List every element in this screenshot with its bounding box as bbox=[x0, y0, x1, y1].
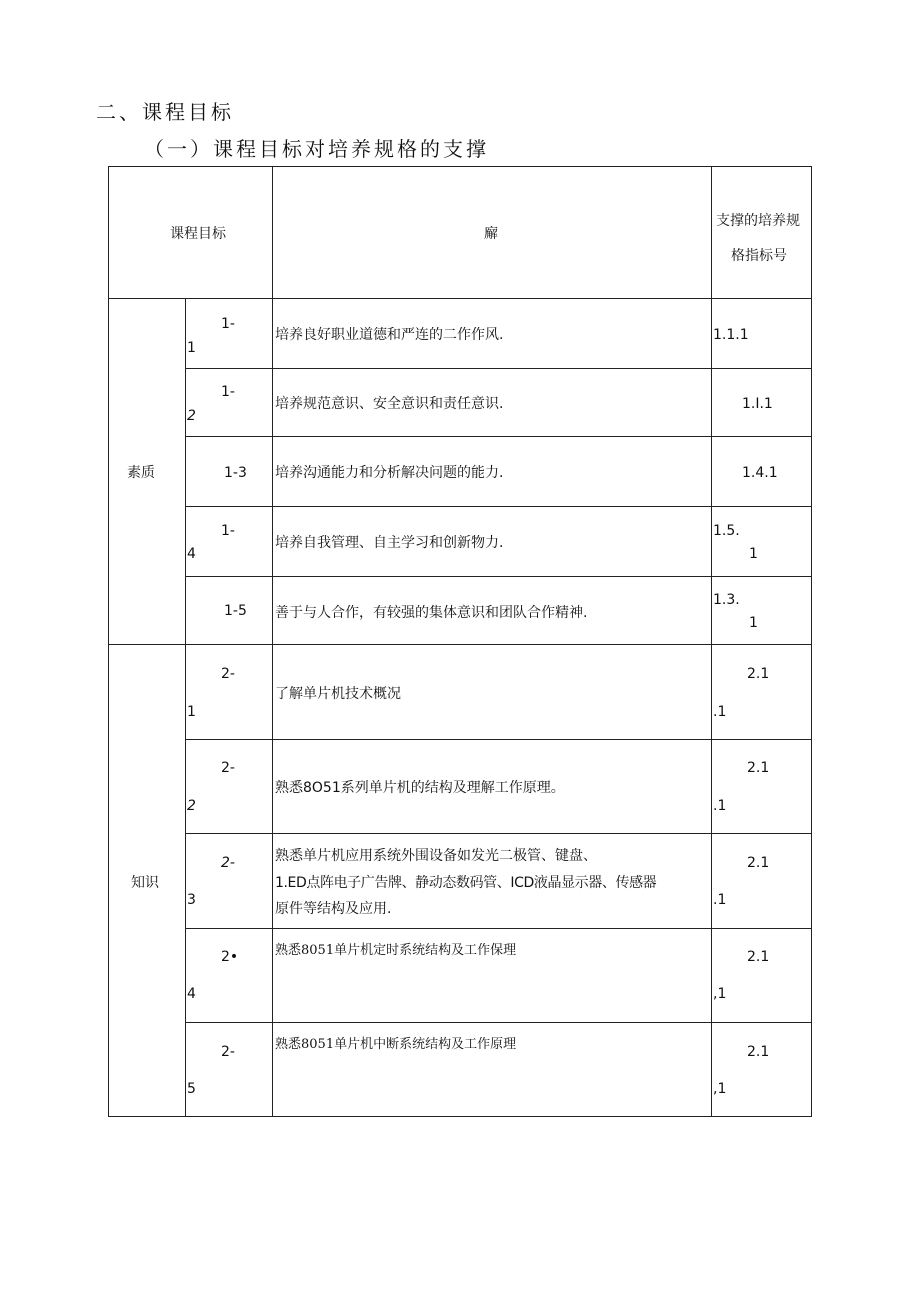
row-support-code-bottom: 1 bbox=[749, 615, 758, 631]
row-support-code-bottom: ,1 bbox=[713, 986, 727, 1002]
row-description: 培养良好职业道德和严连的二作作风. bbox=[275, 327, 504, 343]
row-support-code-top: 2.1 bbox=[747, 855, 770, 871]
row-code: 1-5 bbox=[224, 603, 247, 619]
row-support-code-top: 2.1 bbox=[747, 760, 770, 776]
row-code-bottom: 2 bbox=[187, 408, 196, 424]
row-code-top: 1- bbox=[221, 316, 235, 332]
row-code-bottom: 4 bbox=[187, 546, 196, 562]
row-code-top: 2• bbox=[221, 949, 239, 965]
row-support-code: 1.1.1 bbox=[713, 327, 749, 343]
row-support-code-top: 2.1 bbox=[747, 666, 770, 682]
row-support-code-bottom: .1 bbox=[713, 798, 727, 814]
row-support-code-top: 1.3. bbox=[713, 592, 740, 608]
row-code-top: 2- bbox=[221, 855, 235, 871]
row-description-line3: 原件等结构及应用. bbox=[275, 901, 392, 917]
row-support-code-bottom: .1 bbox=[713, 892, 727, 908]
header-support-line2: 格指标号 bbox=[731, 248, 787, 264]
header-course-goal: 课程目标 bbox=[170, 226, 226, 242]
row-code-top: 1- bbox=[221, 523, 235, 539]
row-code-top: 1- bbox=[221, 384, 235, 400]
row-code-top: 2- bbox=[221, 760, 235, 776]
group-label-knowledge: 知识 bbox=[131, 875, 159, 891]
row-support-code-bottom: 1 bbox=[749, 546, 758, 562]
row-description: 熟悉8051单片机中断系统结构及工作原理 bbox=[275, 1037, 517, 1052]
row-description: 培养自我管理、自主学习和创新物力. bbox=[275, 535, 504, 551]
row-description-line1: 熟悉单片机应用系统外围设备如发光二极管、键盘、 bbox=[275, 848, 597, 864]
row-code-bottom: 1 bbox=[187, 704, 196, 720]
row-description: 善于与人合作，有较强的集体意识和团队合作精神. bbox=[275, 605, 588, 621]
section-heading: 二、课程目标 bbox=[96, 100, 234, 124]
header-description: 廨 bbox=[484, 226, 498, 242]
row-support-code-top: 2.1 bbox=[747, 1044, 770, 1060]
row-code-bottom: 2 bbox=[187, 798, 196, 814]
row-code-top: 2- bbox=[221, 666, 235, 682]
row-description: 了解单片机技术概况 bbox=[275, 686, 401, 702]
row-description: 培养沟通能力和分析解决问题的能力. bbox=[275, 465, 504, 481]
row-support-code-bottom: .1 bbox=[713, 704, 727, 720]
row-support-code-bottom: ,1 bbox=[713, 1081, 727, 1097]
row-code-bottom: 5 bbox=[187, 1081, 196, 1097]
row-description: 培养规范意识、安全意识和责任意识. bbox=[275, 396, 504, 412]
row-code: 1-3 bbox=[224, 465, 247, 481]
row-description: 熟悉8O51系列单片机的结构及理解工作原理。 bbox=[275, 780, 565, 796]
group-label-quality: 素质 bbox=[127, 465, 155, 481]
row-description: 熟悉8051单片机定时系统结构及工作保理 bbox=[275, 943, 517, 958]
row-description-line2: 1.ED点阵电子广告牌、静动态数码管、ICD液晶显示器、传感器 bbox=[275, 875, 657, 891]
subsection-heading: （一）课程目标对培养规格的支撑 bbox=[144, 137, 489, 161]
row-support-code: 1.4.1 bbox=[742, 465, 778, 481]
row-support-code-top: 2.1 bbox=[747, 949, 770, 965]
row-code-bottom: 1 bbox=[187, 340, 196, 356]
row-support-code: 1.I.1 bbox=[742, 396, 773, 412]
header-support-line1: 支撑的培养规 bbox=[716, 213, 800, 229]
row-code-top: 2- bbox=[221, 1044, 235, 1060]
row-code-bottom: 3 bbox=[187, 892, 196, 908]
row-code-bottom: 4 bbox=[187, 986, 196, 1002]
row-support-code-top: 1.5. bbox=[713, 523, 740, 539]
